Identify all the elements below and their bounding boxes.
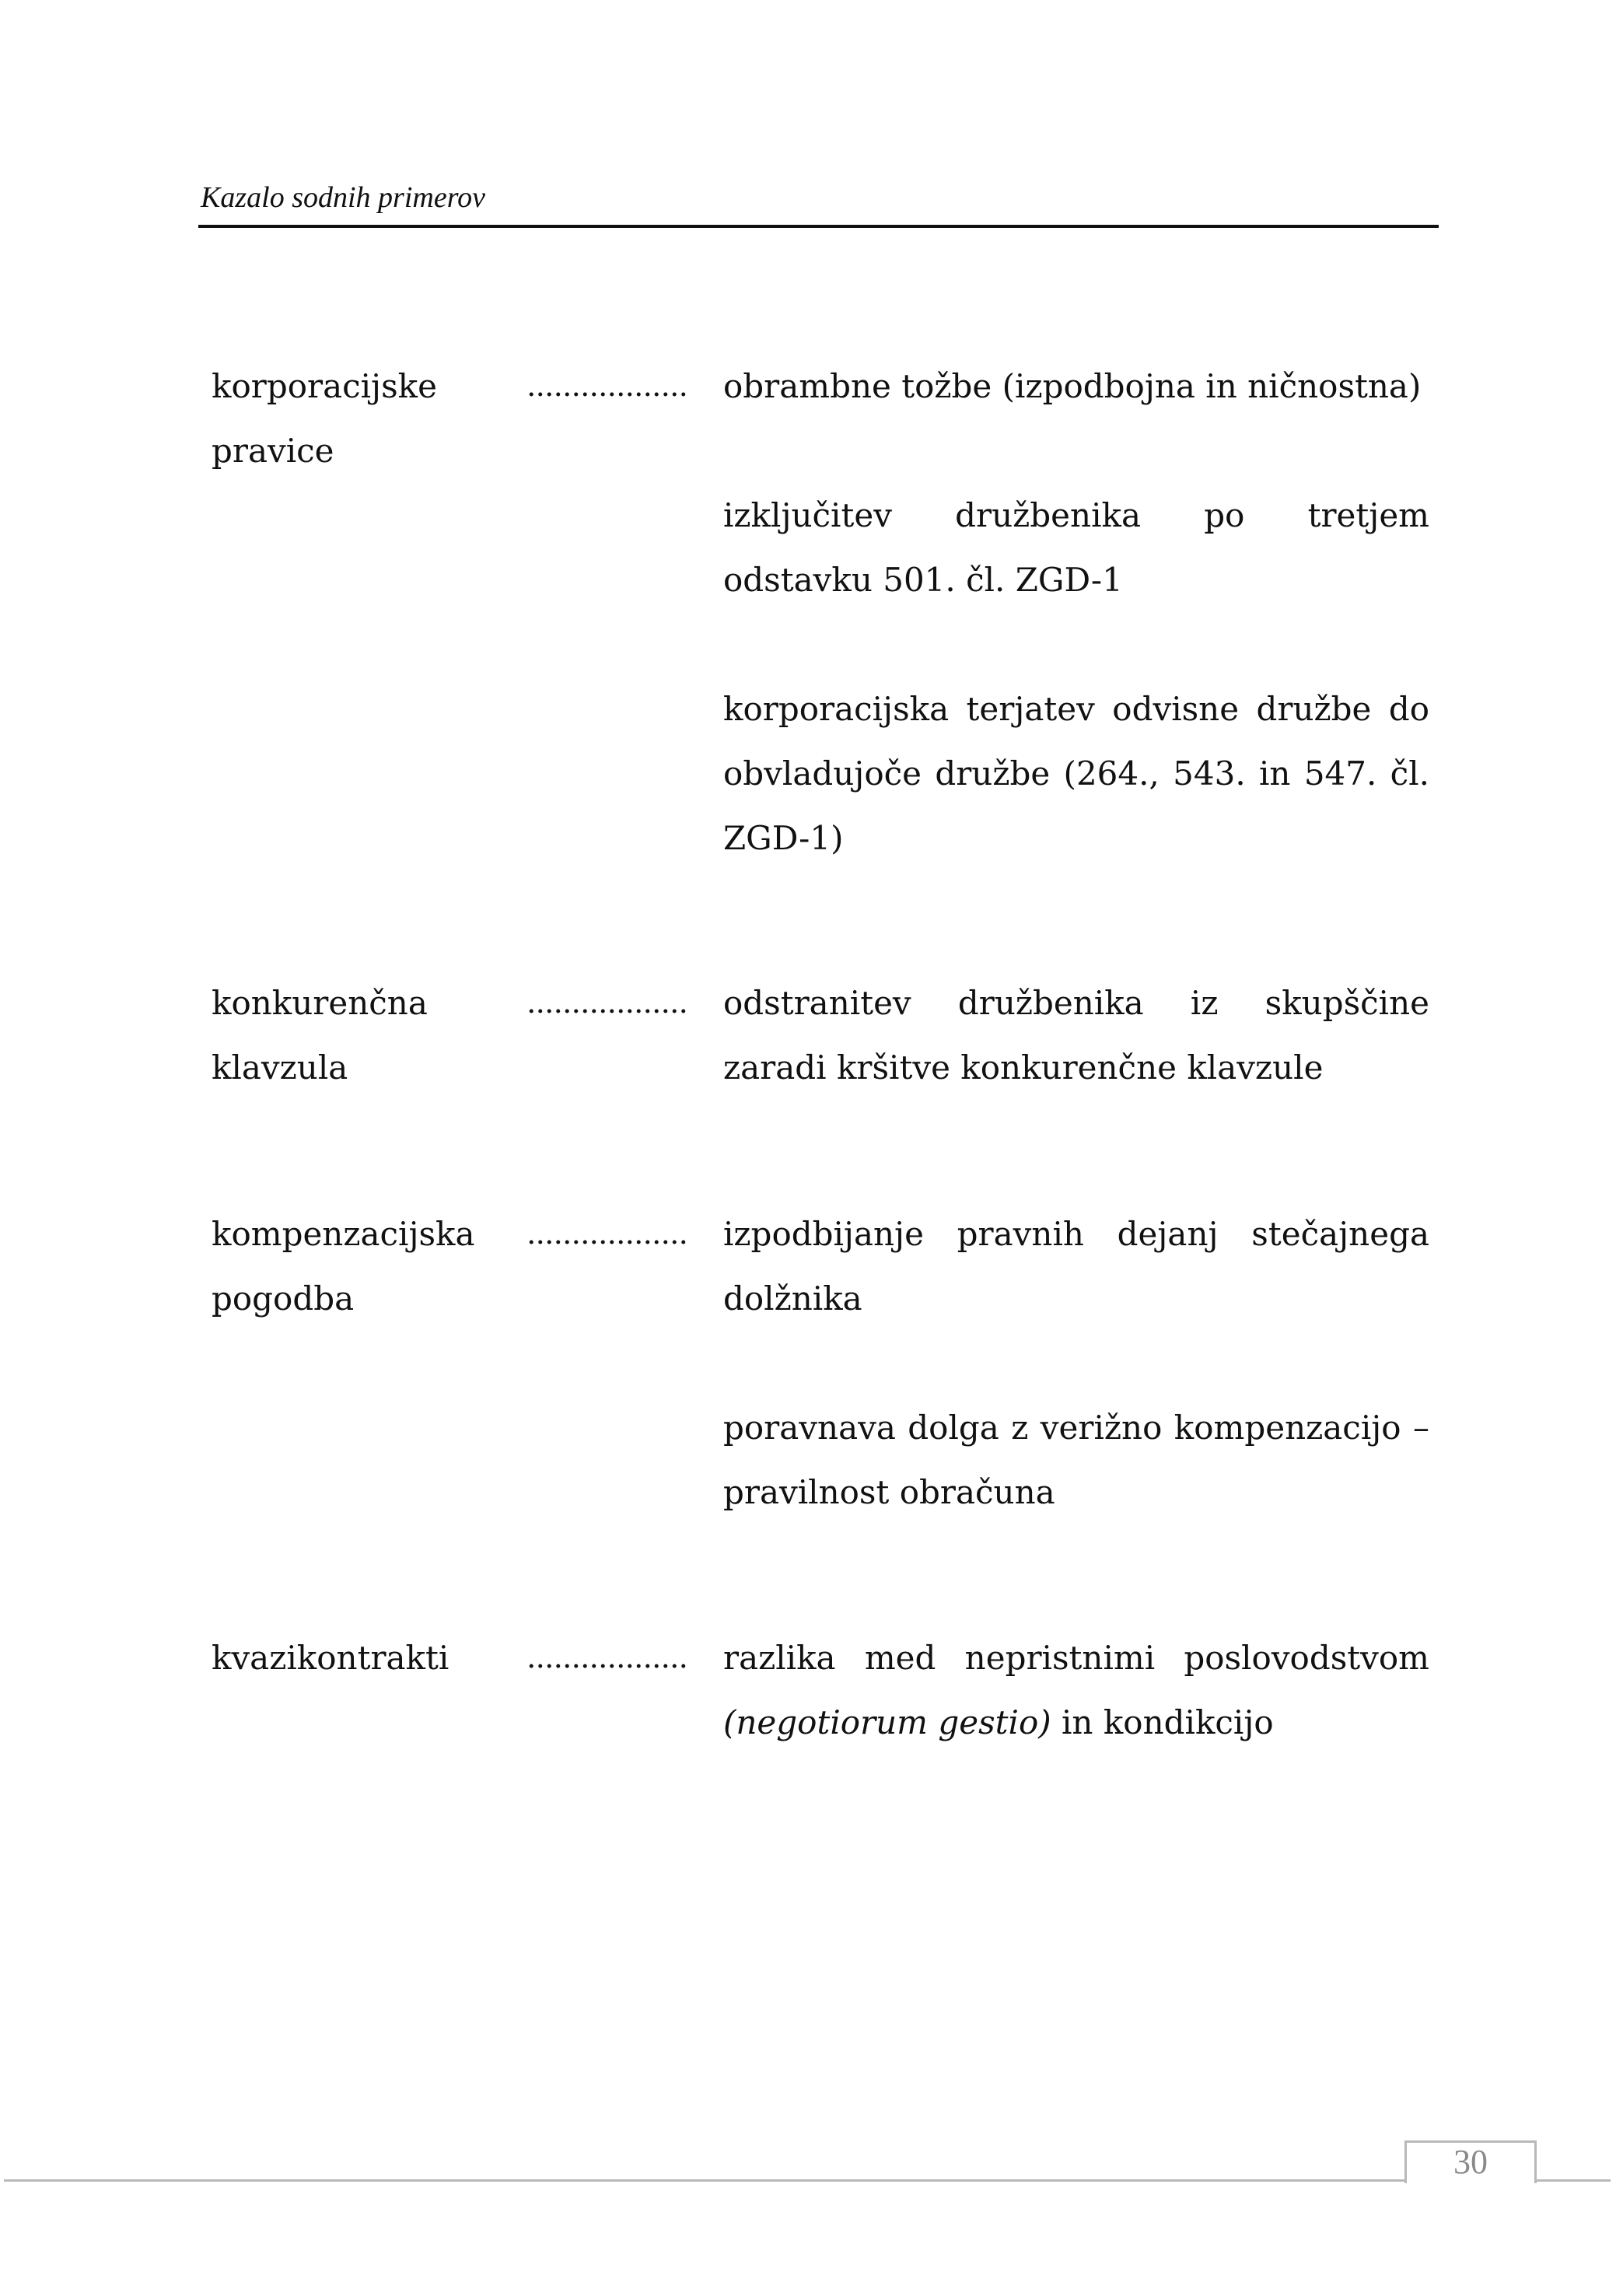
dot-leader: .................. bbox=[527, 985, 688, 1020]
case-list bbox=[723, 1202, 1429, 1524]
dot-leader: .................. bbox=[527, 1216, 688, 1251]
case-list bbox=[723, 971, 1429, 1100]
header-rule bbox=[198, 225, 1439, 228]
case-item: obrambne tožbe (izpodbojna in ničnostna) bbox=[723, 367, 1422, 405]
latin-term: (negotiorum gestio) bbox=[723, 1703, 1051, 1741]
index-term: kompenzacijska pogodba bbox=[212, 1215, 475, 1318]
running-header: Kazalo sodnih primerov bbox=[201, 181, 485, 214]
dot-leader: .................. bbox=[527, 368, 688, 404]
case-item: korporacijska terjatev odvisne družbe do obvladujoče družbe (264., 543. in 547. čl. ZGD-1) bbox=[723, 690, 1429, 857]
case-text: in kondikcijo bbox=[1062, 1703, 1274, 1741]
case-text: razlika med nepristnimi poslovodstvom bbox=[723, 1639, 1429, 1677]
case-item: izključitev družbenika po tretjem odstavku 501. čl. ZGD-1 bbox=[723, 496, 1429, 599]
index-term: konkurenčna klavzula bbox=[212, 984, 428, 1087]
case-list bbox=[723, 1626, 1429, 1755]
case-item bbox=[723, 1626, 1429, 1755]
case-item: odstranitev družbenika iz skupščine zaradi kršitve konkurenčne klavzule bbox=[723, 984, 1429, 1087]
case-list bbox=[723, 354, 1429, 870]
index-term: kvazikontrakti bbox=[212, 1639, 449, 1677]
page-number: 30 bbox=[1453, 2143, 1488, 2181]
dot-leader: .................. bbox=[527, 1640, 688, 1675]
case-item: izpodbijanje pravnih dejanj stečajnega dolžnika bbox=[723, 1215, 1429, 1318]
case-item: poravnava dolga z verižno kompenzacijo – pravilnost obračuna bbox=[723, 1409, 1429, 1511]
footer-rule bbox=[4, 2179, 1611, 2182]
index-term: korporacijske pravice bbox=[212, 367, 437, 470]
